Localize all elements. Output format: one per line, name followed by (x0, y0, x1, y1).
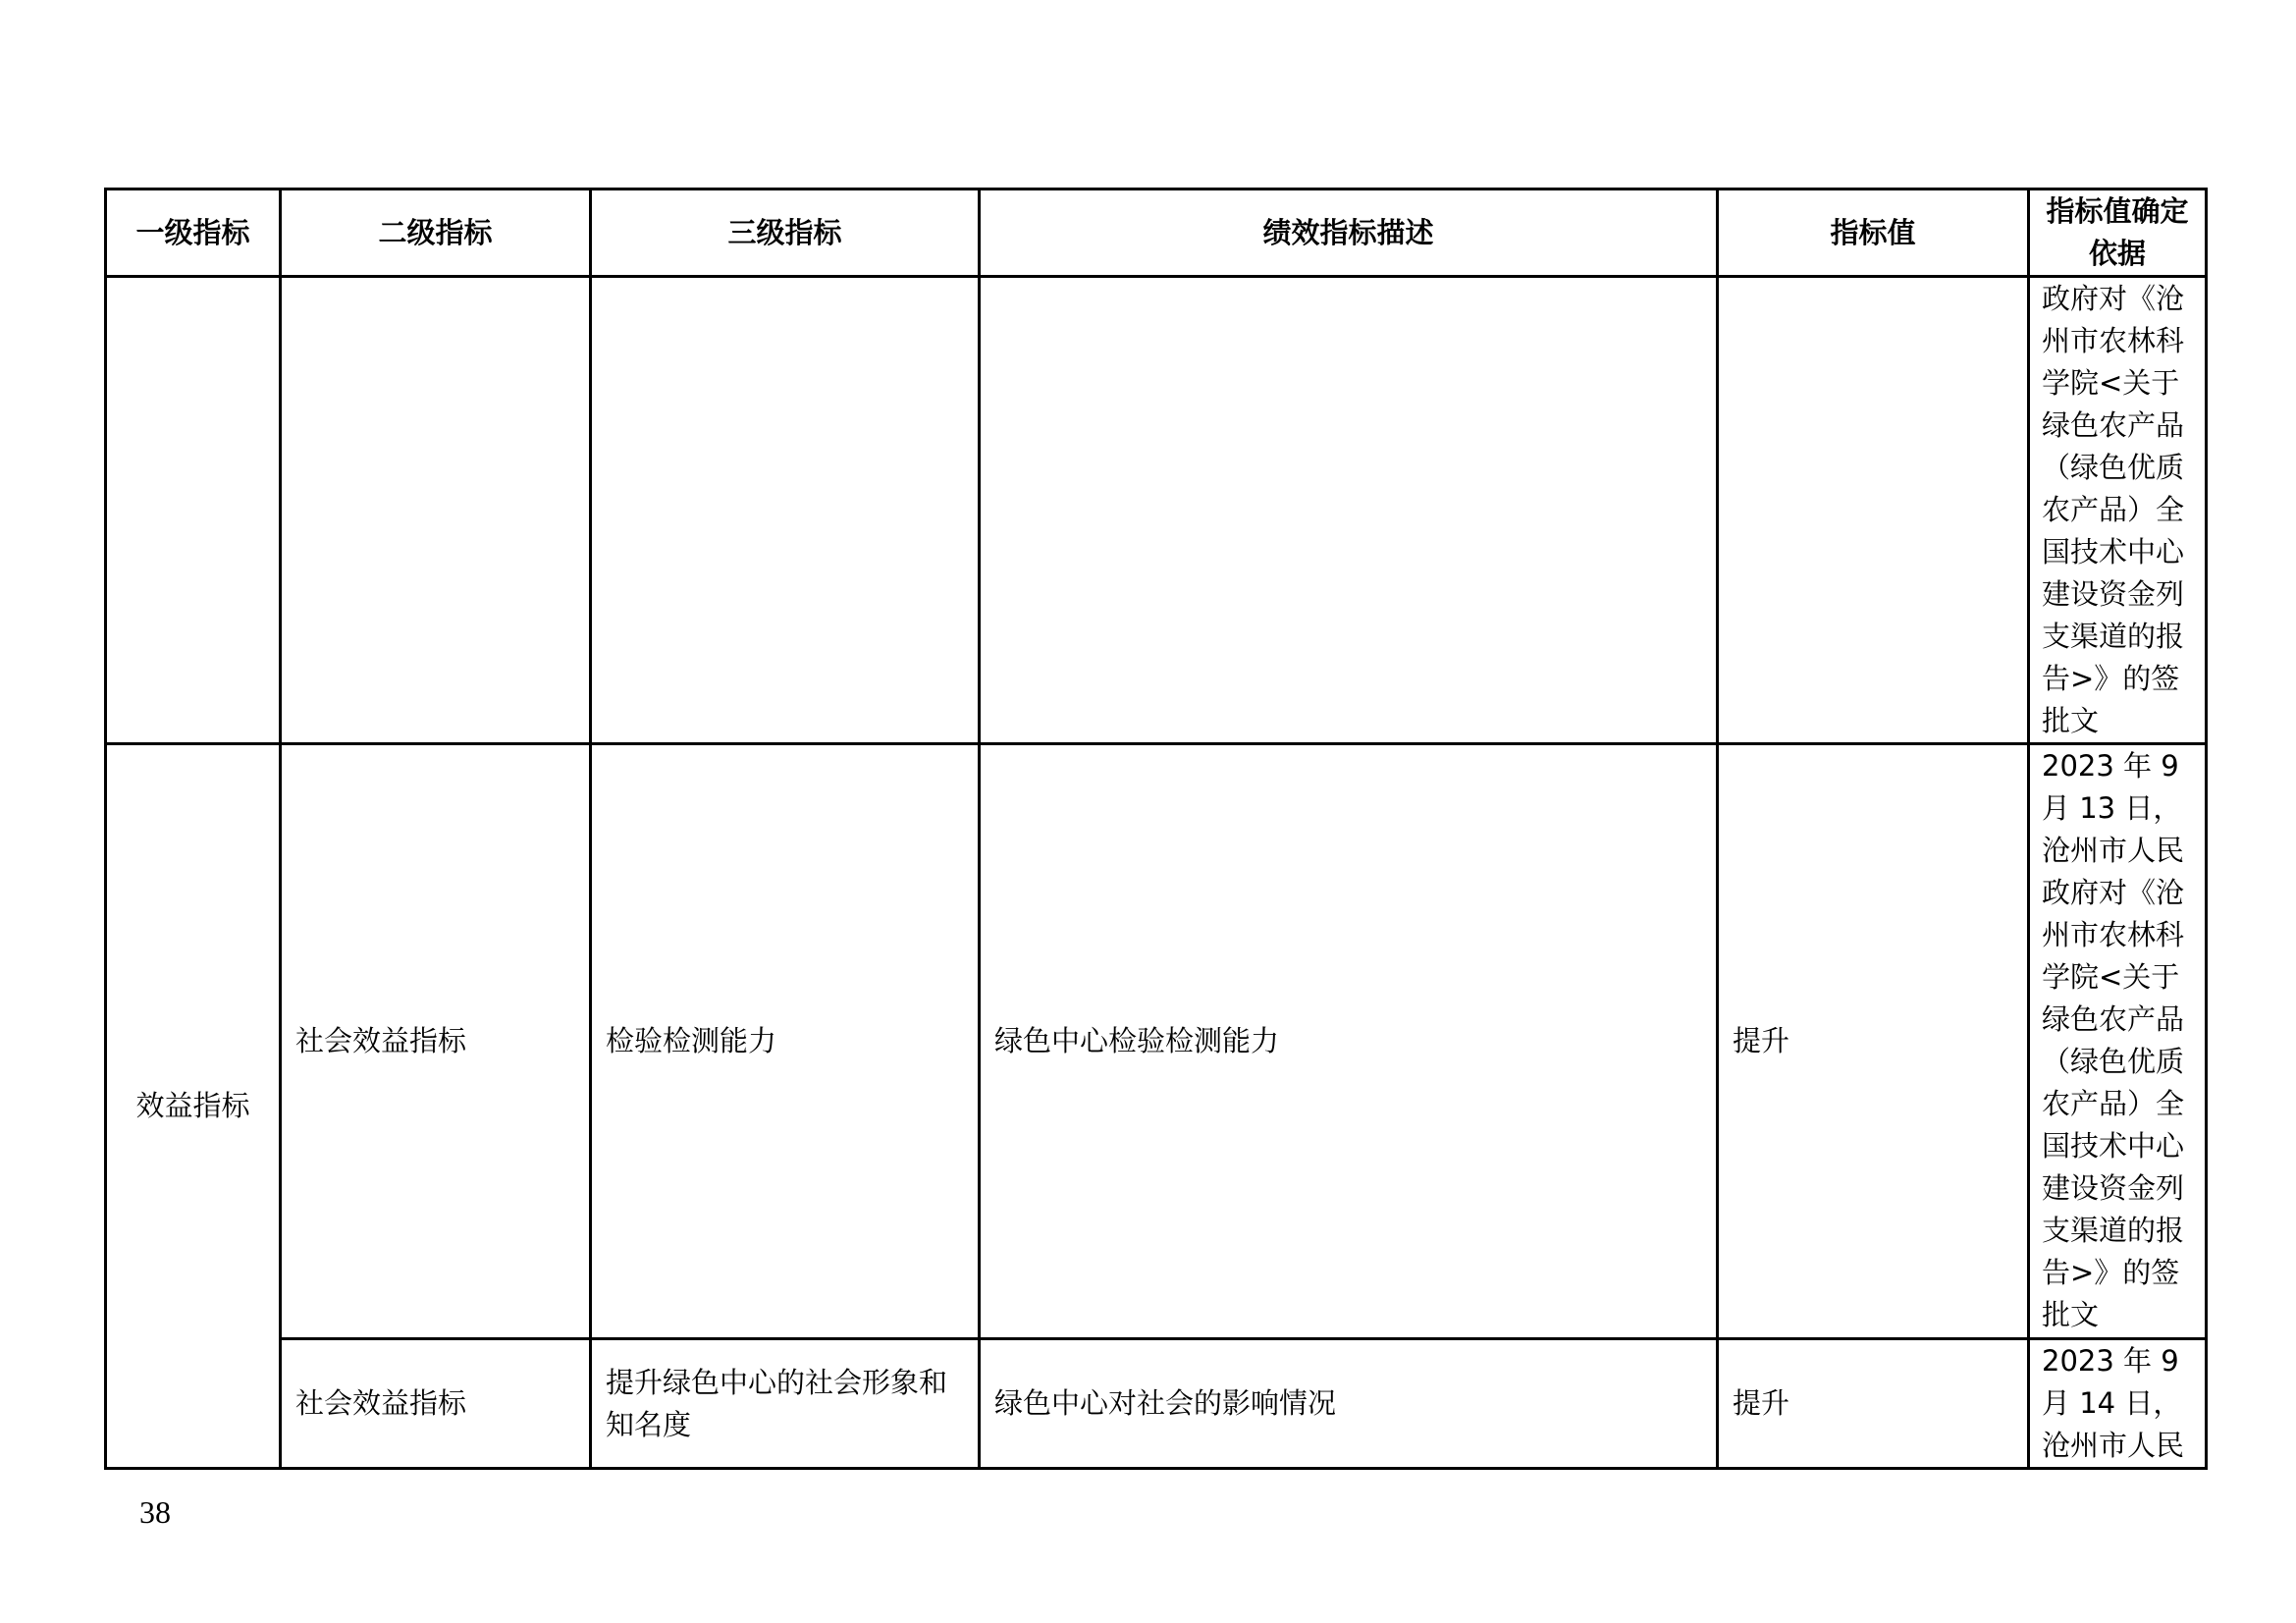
cell-value (1718, 277, 2029, 744)
cell-level2 (281, 277, 591, 744)
table-header-row (106, 189, 2207, 277)
cell-level3: 提升绿色中心的社会形象和知名度 (591, 1339, 980, 1469)
header-level2: 二级指标 (281, 189, 591, 277)
table-row (106, 277, 2207, 744)
cell-level2: 社会效益指标 (281, 744, 591, 1339)
header-basis: 指标值确定依据 (2029, 189, 2207, 277)
cell-level3 (591, 277, 980, 744)
header-description: 绩效指标描述 (980, 189, 1718, 277)
cell-level1 (106, 277, 281, 744)
cell-basis: 政府对《沧州市农林科学院<关于绿色农产品（绿色优质农产品）全国技术中心建设资金列支渠道的报告>》的签批文 (2029, 277, 2207, 744)
cell-value: 提升 (1718, 744, 2029, 1339)
header-level1: 一级指标 (106, 189, 281, 277)
cell-basis: 2023 年 9 月 14 日，沧州市人民 (2029, 1339, 2207, 1469)
cell-level1: 效益指标 (106, 744, 281, 1469)
cell-description (980, 277, 1718, 744)
table-row (106, 744, 2207, 1339)
performance-indicator-table (104, 188, 2208, 1470)
page-number: 38 (139, 1494, 171, 1530)
header-level3: 三级指标 (591, 189, 980, 277)
table-row (106, 1339, 2207, 1469)
indicator-table-wrapper (104, 188, 2205, 1470)
cell-basis: 2023 年 9 月 13 日，沧州市人民政府对《沧州市农林科学院<关于绿色农产品（绿色优质农产品）全国技术中心建设资金列支渠道的报告>》的签批文 (2029, 744, 2207, 1339)
cell-level2: 社会效益指标 (281, 1339, 591, 1469)
cell-description: 绿色中心检验检测能力 (980, 744, 1718, 1339)
cell-level3: 检验检测能力 (591, 744, 980, 1339)
header-value: 指标值 (1718, 189, 2029, 277)
cell-value: 提升 (1718, 1339, 2029, 1469)
cell-description: 绿色中心对社会的影响情况 (980, 1339, 1718, 1469)
